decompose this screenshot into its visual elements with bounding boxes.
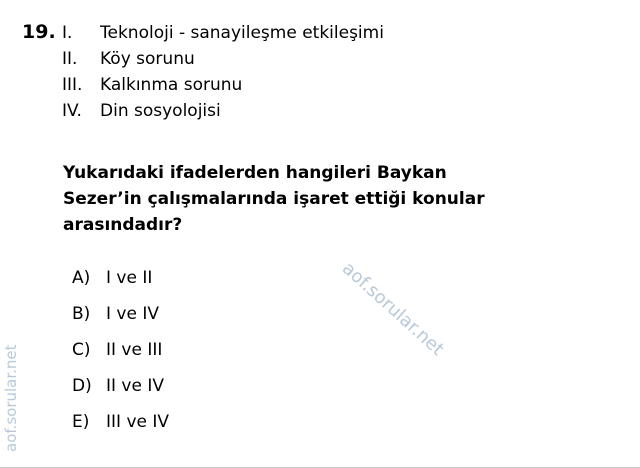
option-list xyxy=(72,268,472,448)
option-label: II ve III xyxy=(106,340,163,360)
list-item xyxy=(62,46,602,72)
list-item xyxy=(62,72,602,98)
option-label: III ve IV xyxy=(106,412,170,432)
option-e[interactable] xyxy=(72,412,472,448)
question-stem xyxy=(63,160,606,238)
option-a[interactable] xyxy=(72,268,472,304)
statement-text: Din sosyolojisi xyxy=(100,101,221,121)
statement-numeral: III. xyxy=(62,75,83,95)
option-c[interactable] xyxy=(72,340,472,376)
option-d[interactable] xyxy=(72,376,472,412)
statement-text: Köy sorunu xyxy=(100,49,195,69)
option-b[interactable] xyxy=(72,304,472,340)
statement-numeral: IV. xyxy=(62,101,82,121)
list-item xyxy=(62,98,602,124)
statement-numeral: II. xyxy=(62,49,78,69)
watermark-left: aof.sorular.net xyxy=(2,344,20,452)
stem-line xyxy=(63,160,606,186)
stem-line-2: Sezer’in çalışmalarında işaret ettiği konular xyxy=(63,189,485,209)
list-item xyxy=(62,20,602,46)
stem-line-1: Yukarıdaki ifadelerden hangileri Baykan xyxy=(63,163,447,183)
stem-line xyxy=(63,186,606,212)
option-label: II ve IV xyxy=(106,376,164,396)
statement-numeral: I. xyxy=(62,23,73,43)
stem-line-3: arasındadır? xyxy=(63,215,183,235)
option-letter: A) xyxy=(72,268,91,288)
stem-line xyxy=(63,212,606,238)
option-letter: B) xyxy=(72,304,91,324)
option-letter: C) xyxy=(72,340,91,360)
watermark-main: aof.sorular.net xyxy=(337,258,448,360)
question-number: 19. xyxy=(22,21,56,43)
option-label: I ve IV xyxy=(106,304,159,324)
statement-text: Teknoloji - sanayileşme etkileşimi xyxy=(100,23,384,43)
statement-text: Kalkınma sorunu xyxy=(100,75,243,95)
option-letter: E) xyxy=(72,412,90,432)
option-letter: D) xyxy=(72,376,92,396)
option-label: I ve II xyxy=(106,268,153,288)
statement-list xyxy=(62,20,602,124)
